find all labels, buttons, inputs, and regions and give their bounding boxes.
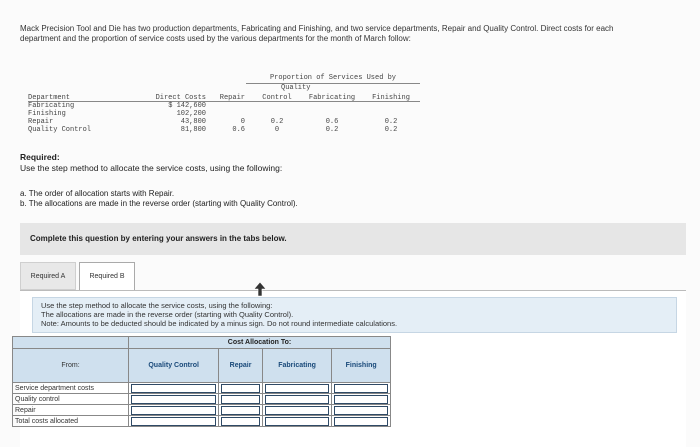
cell-direct-cost: 102,200 bbox=[176, 110, 206, 118]
total-qc-input[interactable] bbox=[131, 417, 216, 426]
table-row bbox=[13, 383, 391, 394]
col-head-qc-line1: Quality bbox=[281, 84, 311, 92]
cell-qc: 0.2 bbox=[270, 118, 284, 126]
row-dept: Fabricating bbox=[28, 102, 75, 110]
cell-finishing: 0.2 bbox=[384, 126, 398, 134]
row-label-service-costs: Service department costs bbox=[13, 383, 129, 394]
complete-question-text: Complete this question by entering your answers in the tabs below. bbox=[30, 234, 287, 243]
row-dept: Quality Control bbox=[28, 126, 92, 134]
instructions-box bbox=[32, 297, 677, 333]
total-repair-input[interactable] bbox=[221, 417, 260, 426]
table-row bbox=[13, 416, 391, 427]
table-row bbox=[13, 394, 391, 405]
cell-fabricating: 0.2 bbox=[325, 126, 339, 134]
col-head-repair: Repair bbox=[219, 94, 245, 102]
tab-required-b[interactable]: Required B bbox=[79, 262, 135, 290]
instruction-line-3: Note: Amounts to be deducted should be indicated by a minus sign. Do not round intermediate calculations. bbox=[41, 319, 398, 328]
repair-fabricating-input[interactable] bbox=[265, 406, 329, 415]
cost-allocation-table bbox=[12, 336, 391, 427]
cell-direct-cost: $ 142,600 bbox=[168, 102, 206, 110]
col-head-finishing: Finishing bbox=[372, 94, 410, 102]
problem-intro: Mack Precision Tool and Die has two production departments, Fabricating and Finishing, and two service departments, Repair and Quality Control. Direct costs for each department and the proportion of service costs used by the various departments for the month of March follow: bbox=[20, 24, 614, 43]
from-header: From: bbox=[13, 349, 129, 383]
col-department bbox=[28, 94, 91, 134]
row-label-quality-control: Quality control bbox=[13, 394, 129, 405]
cell-repair: 0.6 bbox=[232, 126, 245, 134]
table-row bbox=[13, 405, 391, 416]
allocation-order-list bbox=[20, 189, 298, 209]
order-a: a. The order of allocation starts with Repair. bbox=[20, 189, 175, 198]
cell-fabricating: 0.6 bbox=[325, 118, 339, 126]
qc-repair-input[interactable] bbox=[221, 395, 260, 404]
tab-required-a[interactable]: Required A bbox=[20, 262, 76, 290]
row-label-total: Total costs allocated bbox=[13, 416, 129, 427]
total-fabricating-input[interactable] bbox=[265, 417, 329, 426]
col-head-department: Department bbox=[28, 94, 71, 102]
cell-direct-cost: 81,800 bbox=[180, 126, 206, 134]
col-head-quality-control: Quality Control bbox=[129, 349, 219, 383]
qc-finishing-input[interactable] bbox=[334, 395, 388, 404]
col-quality-control bbox=[257, 94, 297, 134]
service-costs-fabricating-input[interactable] bbox=[265, 384, 329, 393]
required-section bbox=[20, 152, 282, 174]
repair-finishing-input[interactable] bbox=[334, 406, 388, 415]
row-label-repair: Repair bbox=[13, 405, 129, 416]
order-b: b. The allocations are made in the reverse order (starting with Quality Control). bbox=[20, 199, 298, 208]
repair-qc-input[interactable] bbox=[131, 406, 216, 415]
cell-repair: 0 bbox=[240, 118, 245, 126]
service-costs-qc-input[interactable] bbox=[131, 384, 216, 393]
col-repair bbox=[215, 94, 245, 134]
col-fabricating bbox=[306, 94, 358, 134]
cell-direct-cost: 43,800 bbox=[180, 118, 206, 126]
required-text: Use the step method to allocate the service costs, using the following: bbox=[20, 163, 283, 173]
qc-qc-input[interactable] bbox=[131, 395, 216, 404]
service-costs-finishing-input[interactable] bbox=[334, 384, 388, 393]
row-dept: Finishing bbox=[28, 110, 66, 118]
repair-repair-input[interactable] bbox=[221, 406, 260, 415]
row-dept: Repair bbox=[28, 118, 54, 126]
complete-question-banner bbox=[20, 223, 686, 255]
qc-fabricating-input[interactable] bbox=[265, 395, 329, 404]
total-finishing-input[interactable] bbox=[334, 417, 388, 426]
col-head-repair: Repair bbox=[219, 349, 263, 383]
instruction-line-2: The allocations are made in the reverse order (starting with Quality Control). bbox=[41, 310, 294, 319]
service-costs-repair-input[interactable] bbox=[221, 384, 260, 393]
instruction-line-1: Use the step method to allocate the service costs, using the following: bbox=[41, 301, 273, 310]
proportion-header: Proportion of Services Used by bbox=[269, 74, 397, 82]
cell-finishing: 0.2 bbox=[384, 118, 398, 126]
col-head-fabricating: Fabricating bbox=[262, 349, 331, 383]
col-head-qc-line2: Control bbox=[262, 94, 292, 102]
col-head-fabricating: Fabricating bbox=[308, 94, 356, 102]
cost-allocation-title: Cost Allocation To: bbox=[129, 337, 391, 349]
cell-qc: 0 bbox=[274, 126, 280, 134]
required-heading: Required: bbox=[20, 152, 60, 162]
col-finishing bbox=[368, 94, 414, 134]
col-head-direct-costs: Direct Costs bbox=[155, 94, 206, 102]
col-head-finishing: Finishing bbox=[332, 349, 391, 383]
mouse-pointer-icon bbox=[254, 282, 266, 296]
col-direct-costs bbox=[144, 94, 206, 134]
